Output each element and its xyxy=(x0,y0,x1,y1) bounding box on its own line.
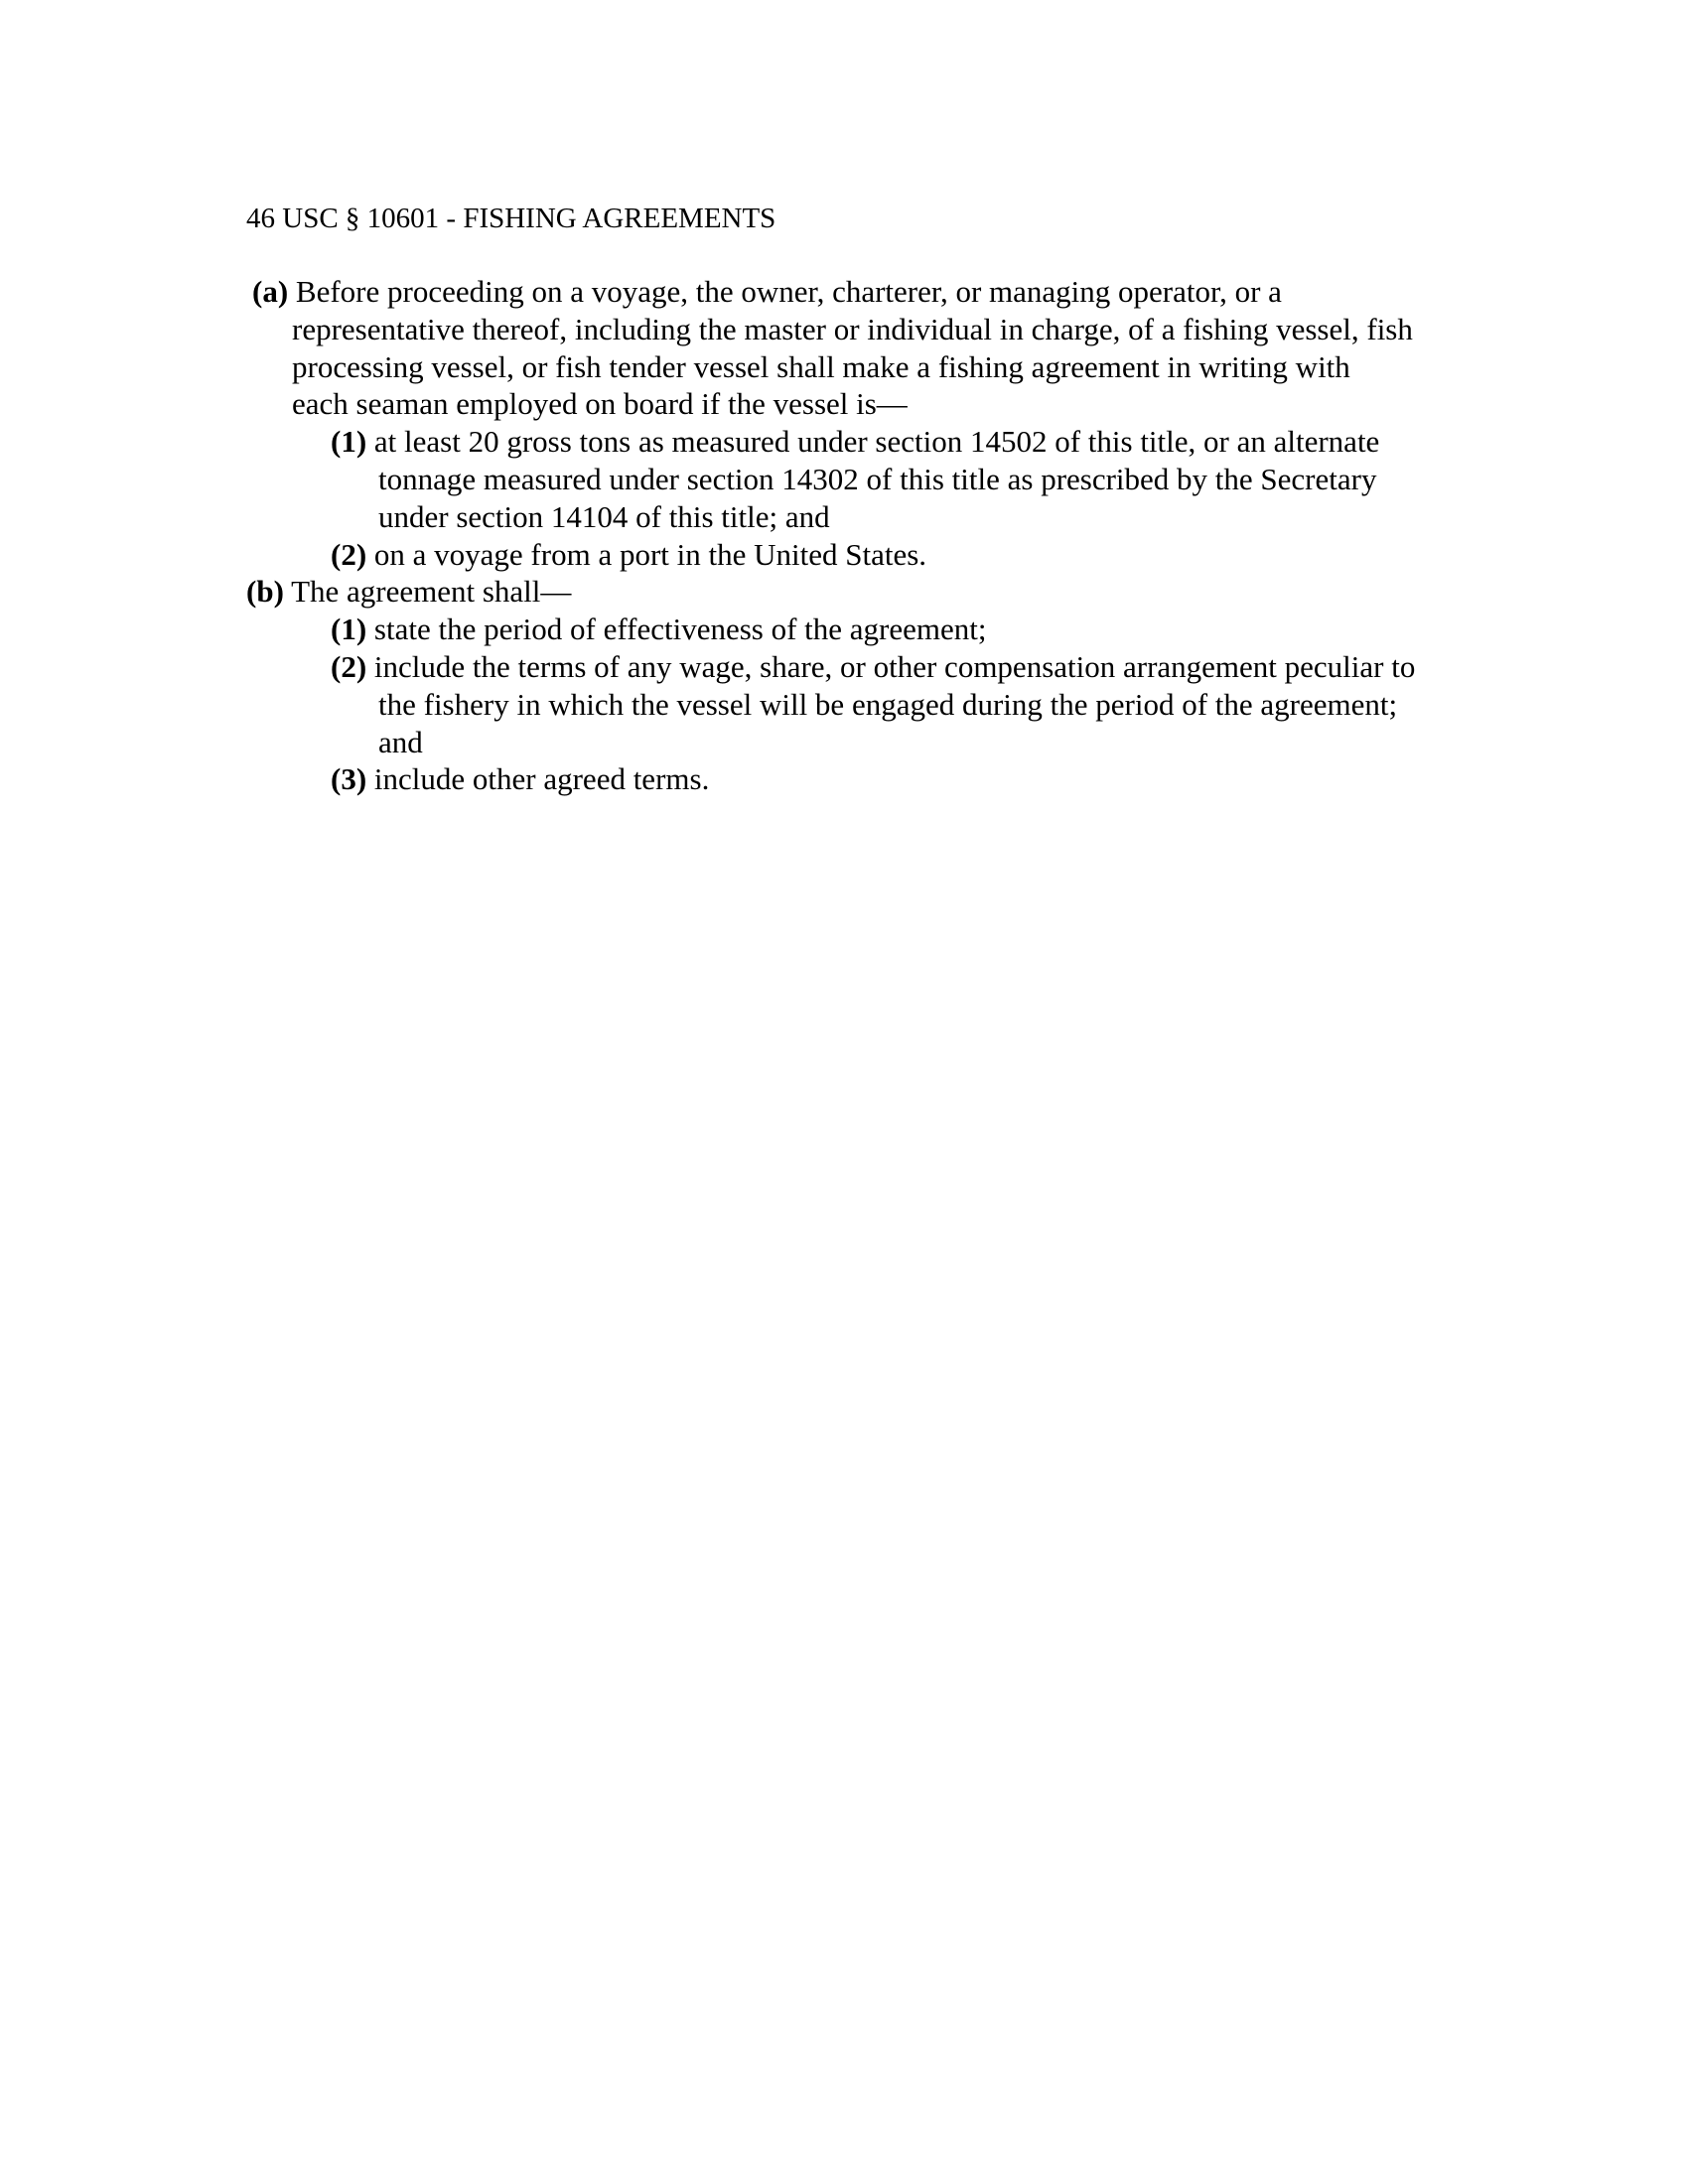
section-a xyxy=(252,273,1414,423)
section-b-label: (b) xyxy=(246,574,284,610)
document-body xyxy=(0,273,1688,798)
section-b-item-3 xyxy=(331,760,1421,798)
section-b-item-2-label: (2) xyxy=(331,648,367,684)
section-a-item-1-text: at least 20 gross tons as measured under section 14502 of this title, or an alternate tonnage measured under section 14302 of this title as prescribed by the Secretary under section 14104 of this title; and xyxy=(366,424,1380,534)
section-b xyxy=(246,573,1408,611)
document-title: 46 USC § 10601 - FISHING AGREEMENTS xyxy=(246,203,776,234)
section-b-item-3-label: (3) xyxy=(331,761,367,797)
section-a-item-2-label: (2) xyxy=(331,536,367,572)
section-b-item-2-text: include the terms of any wage, share, or other compensation arrangement peculiar to the fishery in which the vessel will be engaged during the period of the agreement; and xyxy=(366,648,1416,759)
section-a-text: Before proceeding on a voyage, the owner, charterer, or managing operator, or a representative thereof, including the master or individual in charge, of a fishing vessel, fish processing vessel, or fish tender vessel shall make a fishing agreement in writing with each seaman employed on board if the vessel is— xyxy=(288,274,1413,422)
section-a-item-2 xyxy=(331,536,1421,574)
section-a-item-1 xyxy=(331,423,1421,535)
section-b-item-3-text: include other agreed terms. xyxy=(366,761,710,797)
section-b-item-1 xyxy=(331,611,1421,648)
section-b-item-2 xyxy=(331,648,1421,760)
section-a-item-1-label: (1) xyxy=(331,424,367,460)
section-a-label: (a) xyxy=(252,274,289,309)
section-a-item-2-text: on a voyage from a port in the United States. xyxy=(366,536,927,572)
section-b-item-1-text: state the period of effectiveness of the agreement; xyxy=(366,612,987,647)
section-b-text: The agreement shall— xyxy=(283,574,572,610)
section-b-item-1-label: (1) xyxy=(331,612,367,647)
